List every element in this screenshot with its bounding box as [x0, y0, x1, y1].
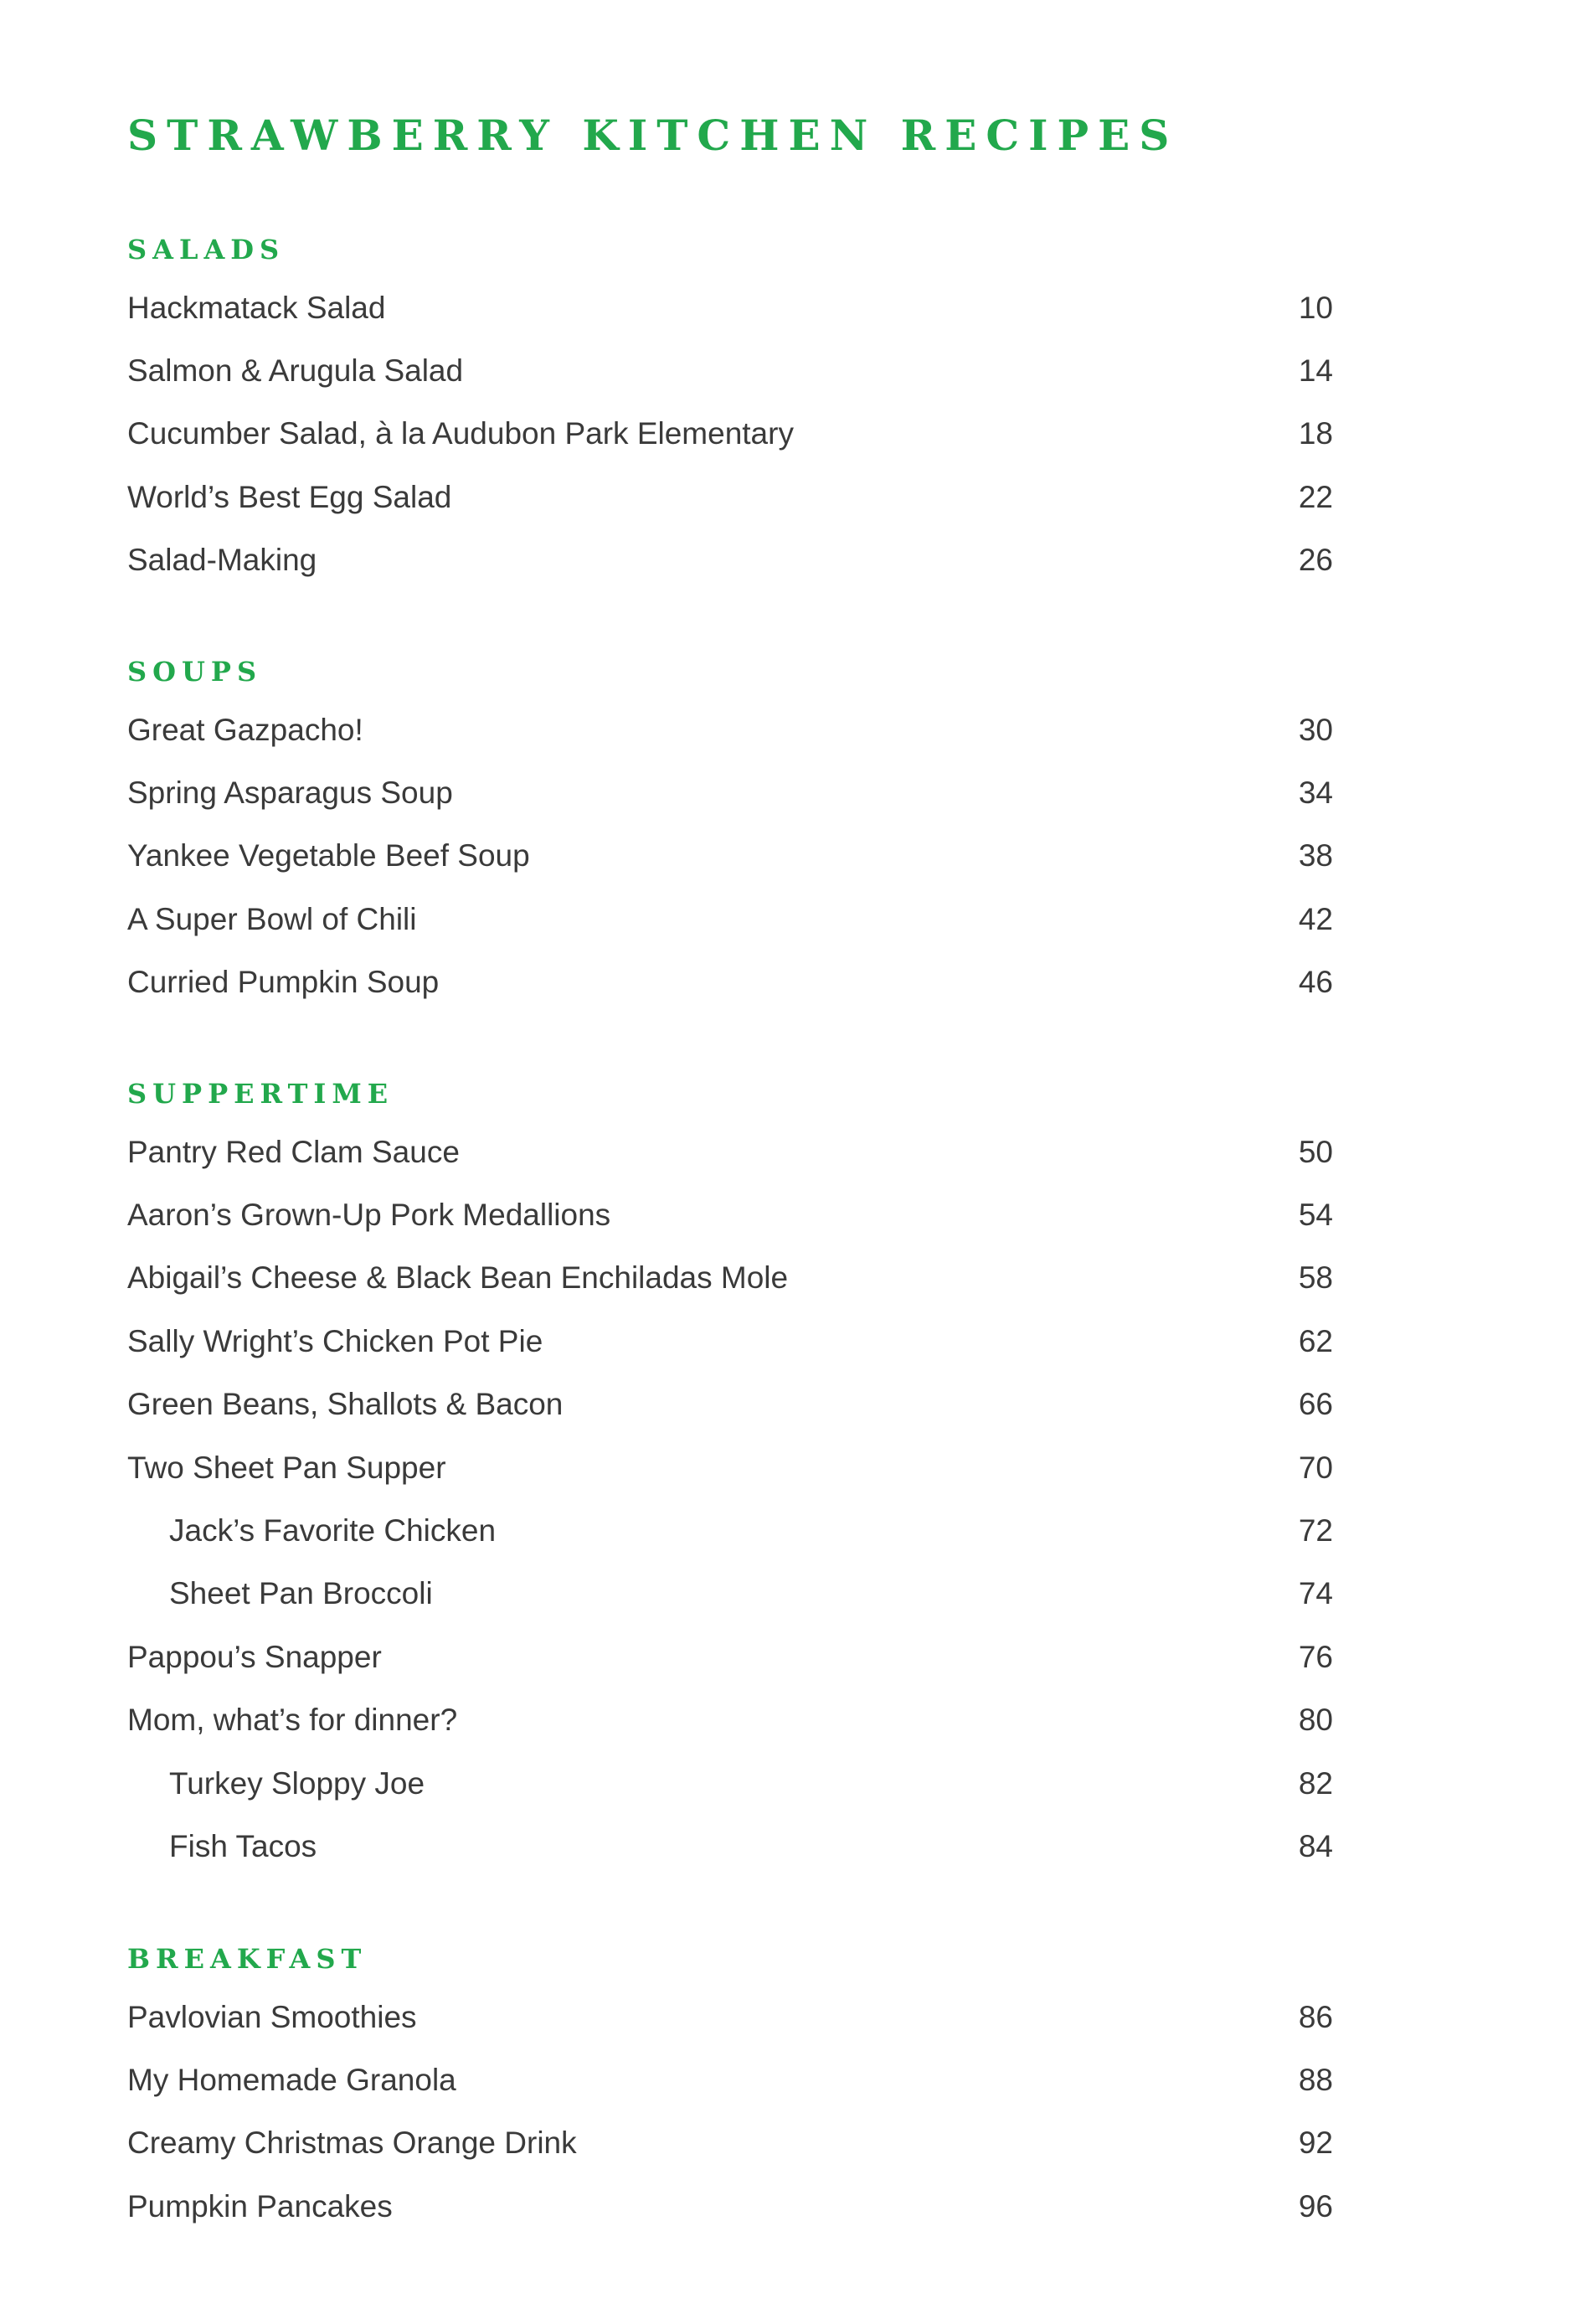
entry-page: 84 [1298, 1828, 1333, 1863]
toc-subentry[interactable] [127, 1563, 1333, 1626]
entry-page: 86 [1298, 1999, 1333, 2034]
entry-title: Spring Asparagus Soup [127, 776, 453, 811]
entry-title: Turkey Sloppy Joe [169, 1765, 425, 1801]
toc-entry[interactable] [127, 2112, 1333, 2175]
toc-entry[interactable] [127, 698, 1333, 761]
entry-page: 58 [1298, 1260, 1333, 1296]
section-soups [127, 653, 1333, 1014]
entry-title: Abigail’s Cheese & Black Bean Enchiladas Mole [127, 1260, 789, 1296]
section-heading: SUPPERTIME [127, 1078, 394, 1110]
entry-title: A Super Bowl of Chili [127, 901, 417, 936]
page-title: STRAWBERRY KITCHEN RECIPES [127, 111, 1179, 160]
toc-entry[interactable] [127, 529, 1333, 592]
entry-page: 70 [1298, 1450, 1333, 1485]
entry-title: Yankee Vegetable Beef Soup [127, 838, 530, 873]
entry-page: 76 [1298, 1639, 1333, 1674]
entry-title: Creamy Christmas Orange Drink [127, 2126, 577, 2161]
entry-title: My Homemade Granola [127, 2063, 456, 2098]
toc-entry[interactable] [127, 888, 1333, 951]
entry-title: Pavlovian Smoothies [127, 1999, 417, 2034]
entry-title: Sally Wright’s Chicken Pot Pie [127, 1323, 543, 1358]
toc-subentry[interactable] [127, 1499, 1333, 1562]
entry-title: Pantry Red Clam Sauce [127, 1134, 460, 1169]
toc-entry[interactable] [127, 1121, 1333, 1183]
entry-title: Sheet Pan Broccoli [169, 1576, 433, 1611]
entry-page: 14 [1298, 353, 1333, 389]
toc-entry[interactable] [127, 403, 1333, 466]
toc-entry[interactable] [127, 761, 1333, 824]
entry-title: Pappou’s Snapper [127, 1639, 382, 1674]
section-suppertime [127, 1075, 1333, 1878]
entry-page: 92 [1298, 2126, 1333, 2161]
toc-entry[interactable] [127, 1310, 1333, 1373]
entry-page: 74 [1298, 1576, 1333, 1611]
entry-page: 30 [1298, 712, 1333, 747]
toc-subentry[interactable] [127, 1815, 1333, 1878]
toc-entry[interactable] [127, 2048, 1333, 2111]
entry-page: 42 [1298, 901, 1333, 936]
entry-title: Mom, what’s for dinner? [127, 1703, 458, 1738]
section-breakfast [127, 1940, 1333, 2239]
entry-title: Salad-Making [127, 543, 317, 578]
toc-entry[interactable] [127, 339, 1333, 402]
entry-title: Aaron’s Grown-Up Pork Medallions [127, 1198, 611, 1233]
entry-page: 22 [1298, 479, 1333, 514]
entry-title: Jack’s Favorite Chicken [169, 1513, 497, 1548]
entry-title: Pumpkin Pancakes [127, 2188, 393, 2224]
toc-entry[interactable] [127, 1986, 1333, 2048]
toc-entry[interactable] [127, 1626, 1333, 1688]
entry-page: 96 [1298, 2188, 1333, 2224]
toc-entry[interactable] [127, 1183, 1333, 1246]
entry-title: Curried Pumpkin Soup [127, 965, 440, 1000]
toc-entry[interactable] [127, 1436, 1333, 1499]
entry-page: 34 [1298, 776, 1333, 811]
entry-page: 50 [1298, 1134, 1333, 1169]
entry-page: 10 [1298, 290, 1333, 325]
section-heading: SALADS [127, 234, 286, 265]
entry-title: World’s Best Egg Salad [127, 479, 452, 514]
entry-page: 46 [1298, 965, 1333, 1000]
entry-page: 38 [1298, 838, 1333, 873]
entry-title: Green Beans, Shallots & Bacon [127, 1387, 564, 1422]
entry-page: 66 [1298, 1387, 1333, 1422]
toc-entry[interactable] [127, 1689, 1333, 1752]
toc-entry[interactable] [127, 825, 1333, 888]
entry-page: 54 [1298, 1198, 1333, 1233]
toc-entry[interactable] [127, 276, 1333, 339]
entry-page: 72 [1298, 1513, 1333, 1548]
entry-title: Fish Tacos [169, 1828, 317, 1863]
toc-entry[interactable] [127, 1373, 1333, 1436]
entry-page: 62 [1298, 1323, 1333, 1358]
section-salads [127, 231, 1333, 592]
toc-entry[interactable] [127, 466, 1333, 528]
section-heading: BREAKFAST [127, 1943, 368, 1975]
entry-page: 88 [1298, 2063, 1333, 2098]
toc-entry[interactable] [127, 951, 1333, 1014]
entry-title: Hackmatack Salad [127, 290, 386, 325]
entry-title: Great Gazpacho! [127, 712, 363, 747]
toc-entry[interactable] [127, 1247, 1333, 1310]
entry-page: 18 [1298, 416, 1333, 451]
entry-title: Salmon & Arugula Salad [127, 353, 464, 389]
toc-subentry[interactable] [127, 1752, 1333, 1815]
entry-page: 82 [1298, 1765, 1333, 1801]
entry-page: 26 [1298, 543, 1333, 578]
toc-entry[interactable] [127, 2175, 1333, 2238]
entry-title: Cucumber Salad, à la Audubon Park Elementary [127, 416, 794, 451]
entry-page: 80 [1298, 1703, 1333, 1738]
entry-title: Two Sheet Pan Supper [127, 1450, 446, 1485]
section-heading: SOUPS [127, 656, 263, 688]
